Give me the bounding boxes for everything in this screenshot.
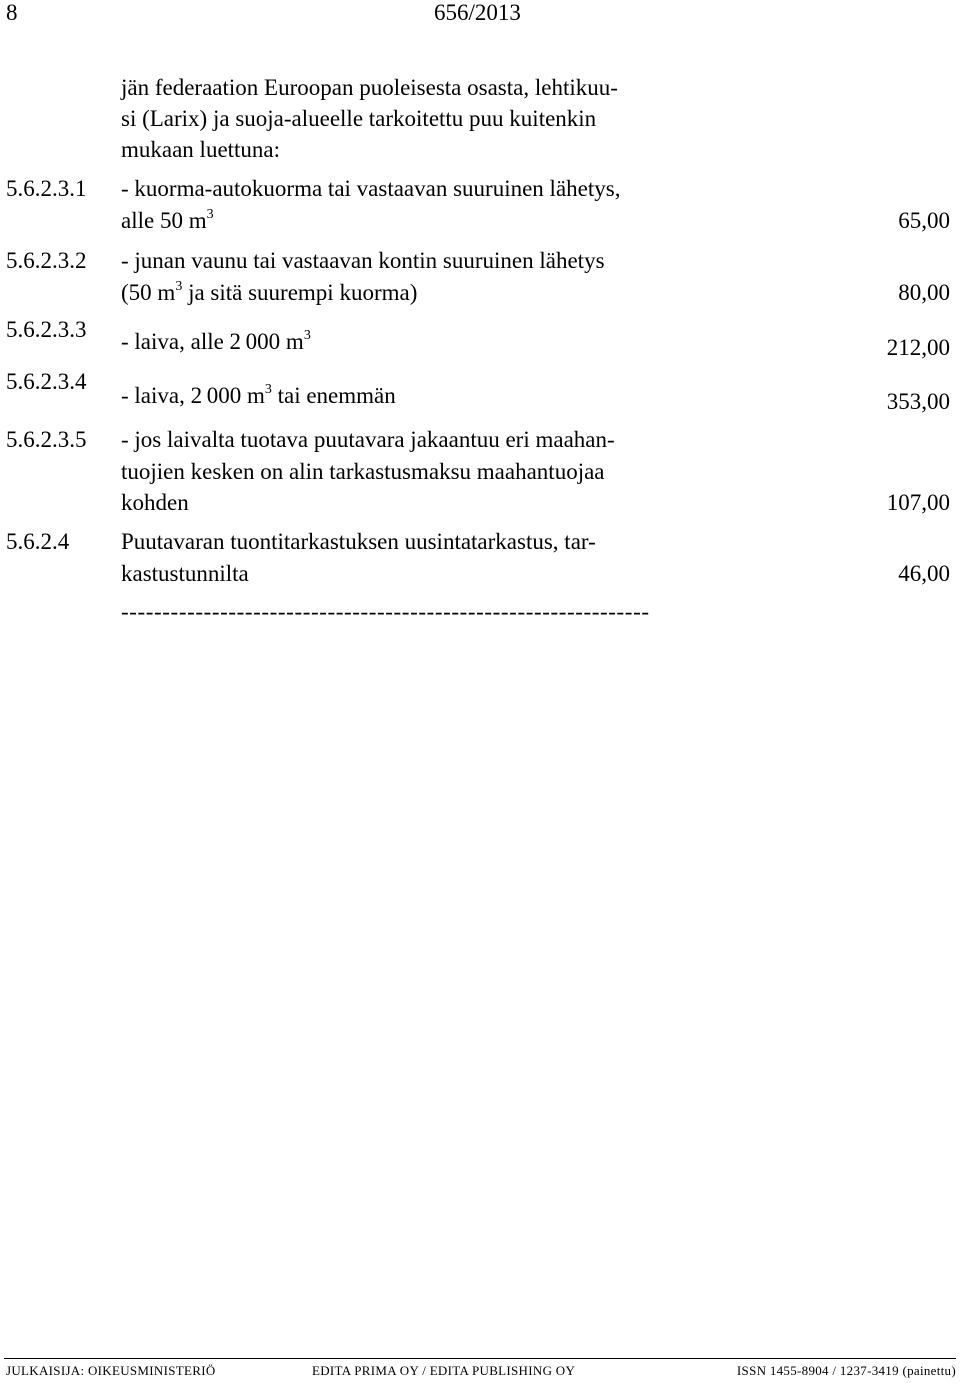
footer-issn: ISSN 1455-8904 / 1237-3419 (painettu)	[736, 1363, 956, 1378]
item-code: 5.6.2.4	[6, 529, 70, 554]
intro-line: jän federaation Euroopan puoleisesta osasta, lehtikuu-	[121, 75, 618, 100]
intro-line: si (Larix) ja suoja-alueelle tarkoitettu puu kuitenkin	[121, 106, 597, 131]
item-text: kohden	[121, 490, 189, 515]
footer-printer: EDITA PRIMA OY / EDITA PUBLISHING OY	[312, 1363, 576, 1378]
item-amount: 212,00	[886, 335, 950, 360]
item-text: kastustunnilta	[121, 561, 249, 586]
item-text-part: - laiva, 2 000 m	[121, 383, 265, 408]
item-text-part: ja sitä suurempi kuorma)	[182, 280, 418, 305]
item-text-part: - laiva, alle 2 000 m	[121, 329, 304, 354]
superscript: 3	[175, 279, 183, 295]
superscript: 3	[206, 207, 214, 223]
superscript: 3	[264, 382, 272, 398]
item-amount: 80,00	[898, 280, 950, 305]
intro-line: mukaan luettuna:	[121, 137, 281, 162]
item-code: 5.6.2.3.5	[6, 427, 87, 452]
item-amount: 107,00	[886, 490, 950, 515]
end-separator: ----------------------------------------------------------------	[121, 599, 650, 624]
item-text	[121, 277, 417, 308]
item-code: 5.6.2.3.4	[6, 369, 87, 394]
page-number: 8	[6, 0, 18, 25]
item-text-part: tai enemmän	[271, 383, 396, 408]
item-text: - junan vaunu tai vastaavan kontin suuruinen lähetys	[121, 248, 605, 273]
item-code: 5.6.2.3.2	[6, 248, 87, 273]
item-text: - kuorma-autokuorma tai vastaavan suuruinen lähetys,	[121, 176, 621, 201]
item-amount: 46,00	[898, 561, 950, 586]
item-text: - jos laivalta tuotava puutavara jakaantuu eri maahan-	[121, 427, 615, 452]
item-text	[121, 380, 396, 411]
superscript: 3	[303, 328, 311, 344]
item-text-part: alle 50 m	[121, 208, 207, 233]
item-text: tuojien kesken on alin tarkastusmaksu maahantuojaa	[121, 459, 605, 484]
footer-publisher: JULKAISIJA: OIKEUSMINISTERIÖ	[6, 1363, 216, 1378]
item-text-part: (50 m	[121, 280, 176, 305]
item-amount: 353,00	[886, 389, 950, 414]
item-text	[121, 205, 214, 236]
item-code: 5.6.2.3.1	[6, 176, 87, 201]
footer-rule	[4, 1358, 956, 1359]
document-number: 656/2013	[434, 0, 521, 25]
item-code: 5.6.2.3.3	[6, 317, 87, 342]
item-text: Puutavaran tuontitarkastuksen uusintatarkastus, tar-	[121, 529, 596, 554]
item-amount: 65,00	[898, 208, 950, 233]
item-text	[121, 326, 311, 357]
